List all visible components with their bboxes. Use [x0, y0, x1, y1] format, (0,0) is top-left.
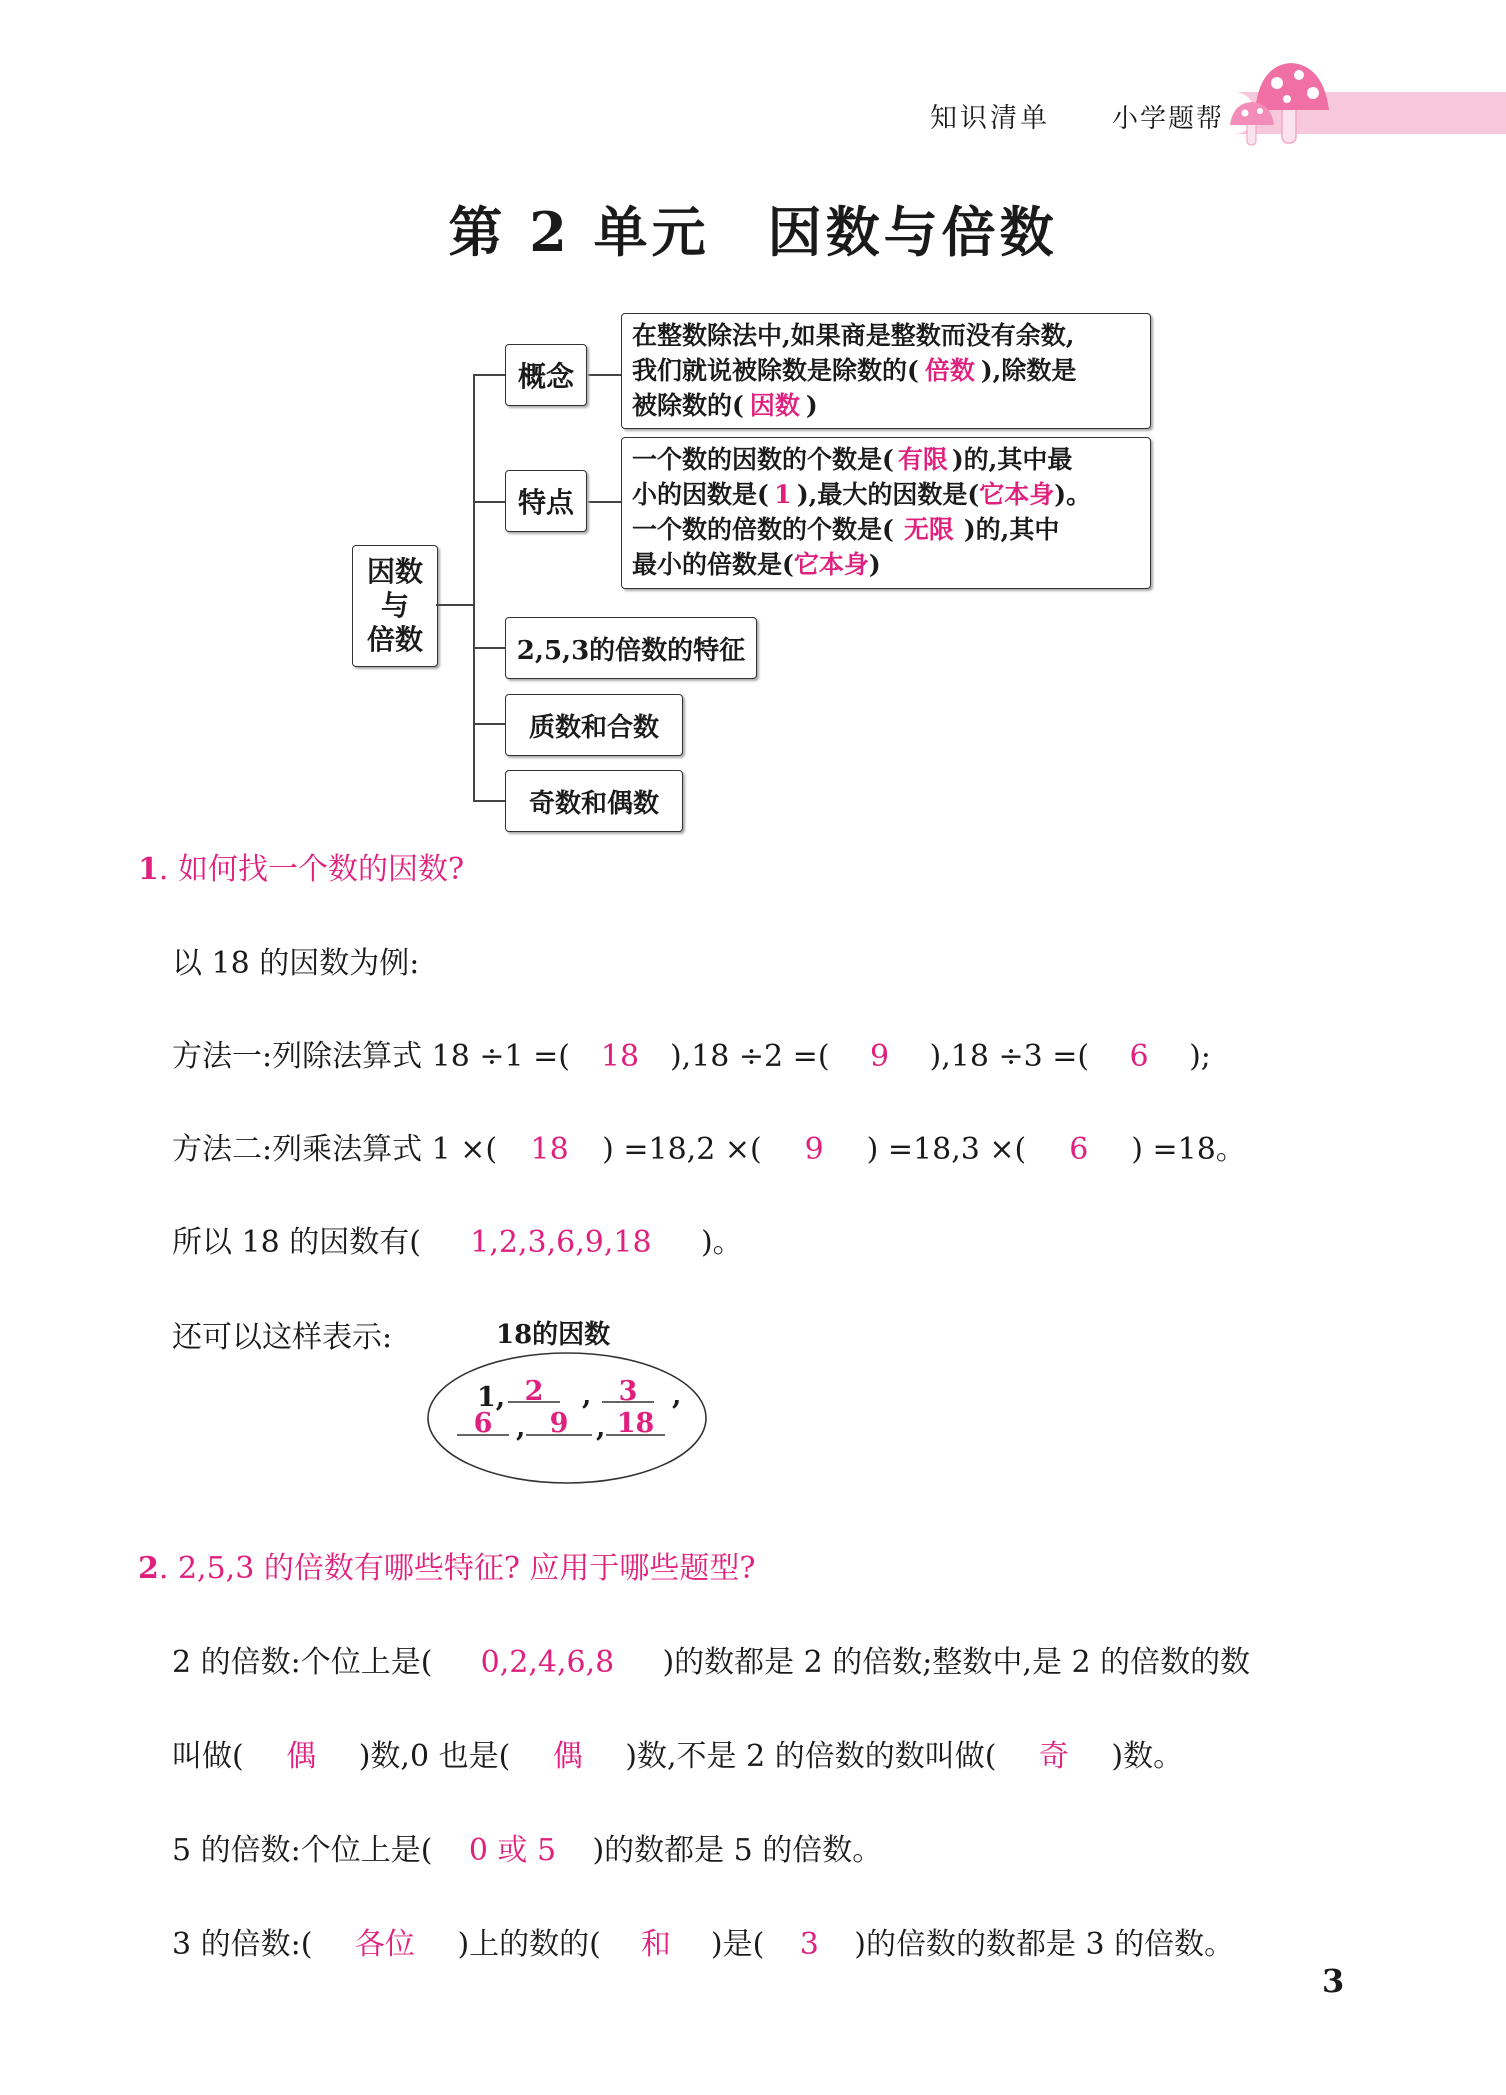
factor-3: 3 [618, 1376, 638, 1407]
desc-line: 最小的倍数是(它本身) [632, 550, 881, 579]
desc-line: 在整数除法中,如果商是整数而没有余数, [632, 321, 1075, 350]
factor-1: 1, [477, 1382, 506, 1413]
concept-description [621, 313, 1151, 429]
desc-line: 被除数的( 因数 ) [632, 391, 818, 420]
connector [473, 723, 505, 725]
node-odd-even: 奇数和偶数 [505, 770, 683, 832]
page-number: 3 [1322, 1962, 1345, 2000]
comma: , [516, 1412, 526, 1443]
factor-9: 9 [549, 1408, 569, 1439]
q2-multiple-of-3: 3 的倍数:( 各位 )上的数的( 和 )是( 3 )的倍数的数都是 3 的倍数。 [172, 1927, 1235, 1962]
mushroom-icon [1225, 55, 1340, 150]
header-book-label: 小学题帮 [1112, 104, 1225, 134]
q1-alt-label: 还可以这样表示: [172, 1320, 393, 1355]
desc-line: 小的因数是( 1 ),最大的因数是(它本身)。 [632, 480, 1092, 509]
connector [585, 374, 621, 376]
q1-conclusion: 所以 18 的因数有( 1,2,3,6,9,18 )。 [172, 1225, 743, 1260]
q2-multiple-of-5: 5 的倍数:个位上是( 0 或 5 )的数都是 5 的倍数。 [172, 1833, 883, 1868]
node-prime-composite: 质数和合数 [505, 694, 683, 756]
desc-line: 一个数的因数的个数是( 有限 )的,其中最 [632, 445, 1073, 474]
q1-method-1: 方法一:列除法算式 18 ÷1 =( 18 ),18 ÷2 =( 9 ),18 ÷3 =( 6 ); [172, 1039, 1211, 1074]
connector [585, 501, 621, 503]
header-section-label: 知识清单 [930, 103, 1050, 134]
connector [436, 604, 474, 606]
desc-line: 我们就说被除数是除数的( 倍数 ),除数是 [632, 356, 1077, 385]
q1-intro: 以 18 的因数为例: [172, 946, 420, 981]
features-description [621, 437, 1151, 589]
q2-even-odd: 叫做( 偶 )数,0 也是( 偶 )数,不是 2 的倍数的数叫做( 奇 )数。 [172, 1739, 1184, 1774]
mindmap-root: 因数 与 倍数 [352, 545, 438, 667]
connector [473, 501, 505, 503]
node-multiples-2-5-3: 2,5,3的倍数的特征 [505, 617, 757, 679]
connector [473, 374, 505, 376]
question-1-heading: 1. 如何找一个数的因数? [138, 852, 465, 887]
page-title: 第 2 单元 因数与倍数 [448, 200, 1058, 264]
factor-2: 2 [524, 1376, 544, 1407]
desc-line: 一个数的倍数的个数是( 无限 )的,其中 [632, 515, 1060, 544]
comma: , [672, 1380, 682, 1411]
q1-method-2: 方法二:列乘法算式 1 ×( 18 ) =18,2 ×( 9 ) =18,3 ×( 6 ) =18。 [172, 1132, 1246, 1167]
factor-18: 18 [616, 1408, 655, 1439]
connector [473, 374, 475, 802]
node-features: 特点 [505, 470, 587, 532]
factor-6: 6 [473, 1408, 493, 1439]
comma: , [596, 1412, 606, 1443]
comma: , [582, 1380, 592, 1411]
connector [473, 647, 505, 649]
node-concept: 概念 [505, 344, 587, 406]
ellipse-title: 18的因数 [496, 1320, 611, 1350]
connector [473, 800, 505, 802]
question-2-heading: 2. 2,5,3 的倍数有哪些特征? 应用于哪些题型? [138, 1551, 756, 1586]
q2-multiple-of-2: 2 的倍数:个位上是( 0,2,4,6,8 )的数都是 2 的倍数;整数中,是 2 的倍数的数 [172, 1645, 1251, 1680]
